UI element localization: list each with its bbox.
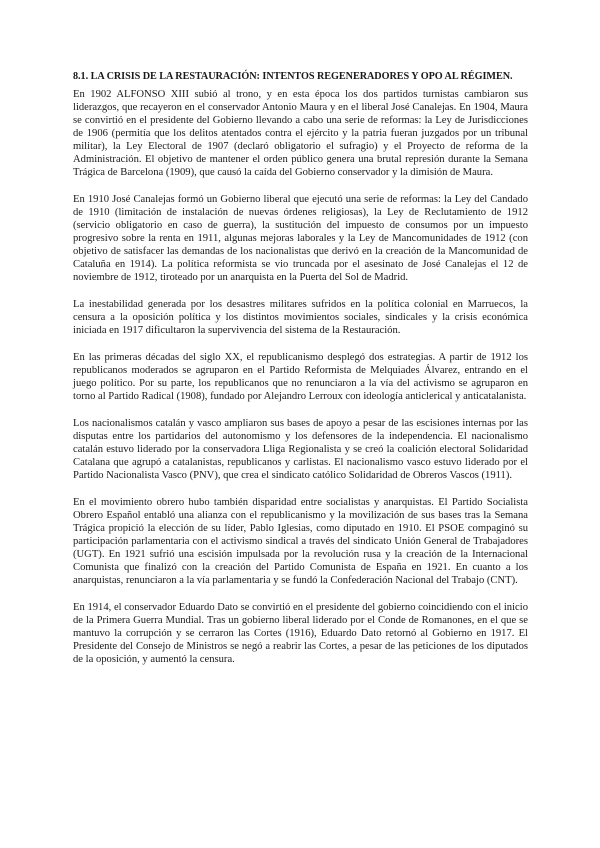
- paragraph-2: En 1910 José Canalejas formó un Gobierno liberal que ejecutó una serie de reformas: la Ley del Candado de 1910 (limitación de instalación de nuevas órdenes religiosas), la Ley de Reclutamiento de 1912 (servicio obligatorio en caso de guerra), la sustitución del impuesto de consumos por un impuesto progresivo sobre la renta en 1911, algunas mejoras laborales y la Ley de Mancomunidades de 1912 (con objetivo de satisfacer las demandas de los nacionalistas que derivó en la creación de la Mancomunidad de Cataluña en 1914). La política reformista se vio truncada por el asesinato de José Canalejas el 12 de noviembre de 1912, tiroteado por un anarquista en la Puerta del Sol de Madrid.: [73, 194, 528, 283]
- paragraph-5: Los nacionalismos catalán y vasco ampliaron sus bases de apoyo a pesar de las escisiones internas por las disputas entre los partidarios del autonomismo y los defensores de la independencia. El nacionalismo catalán estuvo liderado por la conservadora Lliga Regionalista y se creó la coalición electoral Solidaridad Catalana que agrupó a catalanistas, republicanos y carlistas. El nacionalismo vasco estuvo liderado por el Partido Nacionalista Vasco (PNV), que crea el sindicato católico Solidaridad de Obreros Vascos (1911).: [73, 418, 528, 481]
- document-content: [73, 70, 528, 680]
- paragraph-3: La inestabilidad generada por los desastres militares sufridos en la política colonial en Marruecos, la censura a la oposición política y los distintos movimientos sociales, sindicales y la crisis económica iniciada en 1917 dificultaron la supervivencia del sistema de la Restauración.: [73, 299, 528, 336]
- paragraph-7: En 1914, el conservador Eduardo Dato se convirtió en el presidente del gobierno coincidiendo con el inicio de la Primera Guerra Mundial. Tras un gobierno liberal liderado por el Conde de Romanones, en el que se mantuvo la corrupción y se cerraron las Cortes (1916), Eduardo Dato retornó al Gobierno en 1917. El Presidente del Consejo de Ministros se negó a reabrir las Cortes, a pesar de las peticiones de los diputados de la oposición, y aumentó la censura.: [73, 602, 528, 665]
- paragraph-4: En las primeras décadas del siglo XX, el republicanismo desplegó dos estrategias. A partir de 1912 los republicanos moderados se agruparon en el Partido Reformista de Melquiades Álvarez, entrando en el juego político. Por su parte, los republicanos que no renunciaron a la vía del activismo se agruparon en torno al Partido Radical (1908), fundado por Alejandro Lerroux con ideología anticlerical y anticatalanista.: [73, 352, 528, 402]
- paragraph-6: En el movimiento obrero hubo también disparidad entre socialistas y anarquistas. El Partido Socialista Obrero Español entabló una alianza con el republicanismo y la movilización de sus bases tras la Semana Trágica propició la elección de su líder, Pablo Iglesias, como diputado en 1910. El PSOE compaginó su participación parlamentaria con el activismo sindical a través del sindicato Unión General de Trabajadores (UGT). En 1921 sufrió una escisión impulsada por la revolución rusa y la creación de la Internacional Comunista que finalizó con la creación del Partido Comunista de España en 1921. En cuanto a los anarquistas, renunciaron a la vía parlamentaria y se fundó la Confederación Nacional del Trabajo (CNT).: [73, 497, 528, 586]
- paragraph-1: En 1902 ALFONSO XIII subió al trono, y en esta época los dos partidos turnistas cambiaron sus liderazgos, que recayeron en el conservador Antonio Maura y en el liberal José Canalejas. En 1904, Maura se convirtió en el presidente del Gobierno llevando a cabo una serie de reformas: la Ley de Jurisdicciones de 1906 (permitía que los delitos atentados contra el ejército y la patria fueran juzgados por un tribunal militar), la Ley Electoral de 1907 (declaró obligatorio el sufragio) y el Proyecto de reforma de la Administración. El objetivo de mantener el orden público genera una brutal represión durante la Semana Trágica de Barcelona (1909), que causó la caída del Gobierno conservador y la dimisión de Maura.: [73, 89, 528, 178]
- section-title: 8.1. LA CRISIS DE LA RESTAURACIÓN: INTENTOS REGENERADORES Y OPO AL RÉGIMEN.: [73, 71, 513, 82]
